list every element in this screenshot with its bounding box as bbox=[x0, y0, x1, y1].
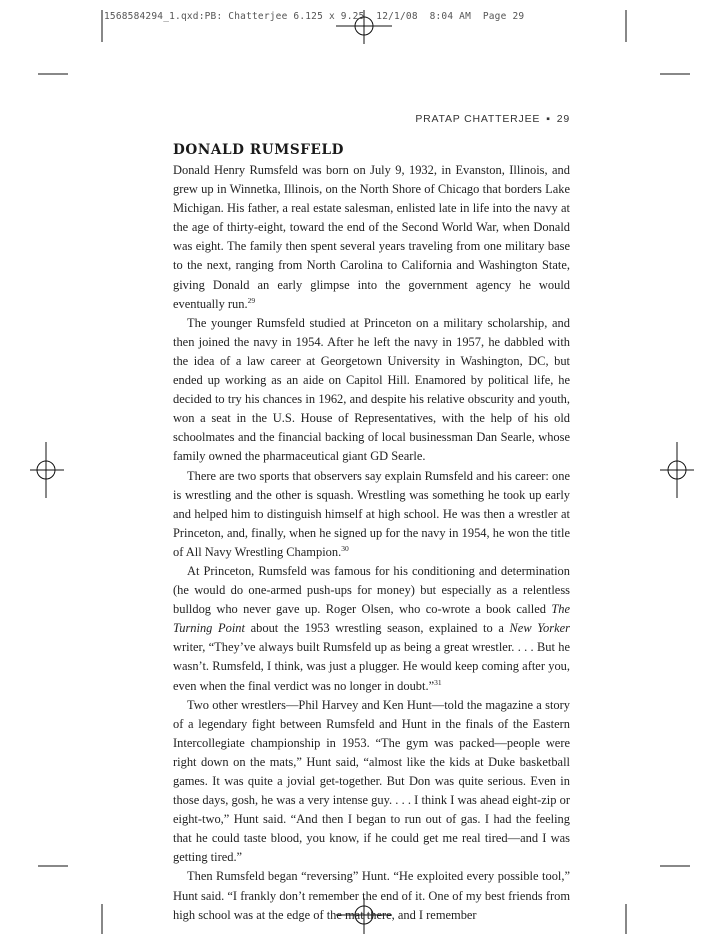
paragraph-4-text-mid: about the 1953 wrestling season, explained to a bbox=[244, 621, 510, 636]
paragraph-5 bbox=[173, 696, 570, 868]
paragraph-2-text: The younger Rumsfeld studied at Princeton on a military scholarship, and then joined the navy in 1954. After he left the navy in 1957, he dabbled with the idea of a law career at Georgetown University in Washington, DC, but ended up working as an aide on Capitol Hill. Enamored by political life, he decided to try his chances in 1962, and despite his relative obscurity and youth, won a seat in the U.S. House of Representatives, with the help of his old schoolmates and the financial backing of local businessman Dan Searle, whose family owned the pharmaceutical giant GD Searle. bbox=[173, 315, 570, 464]
paragraph-2 bbox=[173, 314, 570, 467]
running-head-separator: ▪ bbox=[546, 113, 551, 125]
paragraph-3 bbox=[173, 467, 570, 562]
paragraph-6 bbox=[173, 867, 570, 924]
paragraph-6-text: Then Rumsfeld began “reversing” Hunt. “He exploited every possible tool,” Hunt said. “I frankly don’t remember the end of it. One of my best friends from high school was at the edge of the mat there, and I remember bbox=[173, 869, 570, 922]
registration-mark-right bbox=[660, 442, 694, 498]
paragraph-5-text: Two other wrestlers—Phil Harvey and Ken Hunt—told the magazine a story of a legendary fight between Rumsfeld and Hunt in the finals of the Eastern Intercollegiate championship in 1953. “The gym was packed—people were right down on the mats,” Hunt said, “almost like the kids at Duke basketball games. It was quite a jovial get-together. But Don was quite serious. Even in those days, gosh, he was a very intense guy. . . . I think I was ahead eight-zip or eight-two,” Hunt said. “And then I began to run out of gas. I had the feeling that he could taste blood, you know, if he could get me real tired—and I was getting tired.” bbox=[173, 697, 570, 865]
paragraph-1-text: Donald Henry Rumsfeld was born on July 9, 1932, in Evanston, Illinois, and grew up in Winnetka, Illinois, on the North Shore of Chicago that borders Lake Michigan. His father, a real estate salesman, enlisted late in life into the navy at the age of thirty-eight, toward the end of the Second World War, when Donald was eight. The family then spent several years traveling from one military base to the next, ranging from North Carolina to California and Washington State, giving Donald an early glimpse into the government agency he would eventually run. bbox=[173, 163, 570, 311]
paragraph-4-text-start: At Princeton, Rumsfeld was famous for his conditioning and determination (he would do one-armed push-ups for money) but especially as a relentless bulldog who never gave up. Roger Olsen, who co-wrote a book called bbox=[173, 563, 570, 617]
paragraph-4 bbox=[173, 562, 570, 696]
running-head-author: PRATAP CHATTERJEE bbox=[415, 113, 541, 125]
magazine-title-new-yorker: New Yorker bbox=[509, 621, 570, 636]
printer-slug-line: 1568584294_1.qxd:PB: Chatterjee 6.125 x 9.25 12/1/08 8:04 AM Page 29 bbox=[104, 11, 525, 22]
registration-mark-left bbox=[30, 442, 64, 498]
footnote-ref-31: 31 bbox=[434, 677, 442, 687]
paragraph-3-text: There are two sports that observers say explain Rumsfeld and his career: one is wrestling and the other is squash. Wrestling was something he took up early and helped him to distinguish himself at high school. He was then a wrestler at Princeton, and, finally, when he signed up for the navy in 1954, he won the title of All Navy Wrestling Champion. bbox=[173, 468, 570, 559]
page-number: 29 bbox=[556, 113, 570, 125]
paragraph-4-text-end: writer, “They’ve always built Rumsfeld up as being a great wrestler. . . . But he wasn’t. Rumsfeld, I think, was just a plugger. He would keep coming after you, even when the final verdict was no longer in doubt.” bbox=[173, 640, 570, 693]
body-column bbox=[173, 140, 570, 925]
section-heading: DONALD RUMSFELD bbox=[173, 142, 345, 158]
paragraph-1 bbox=[173, 161, 570, 314]
footnote-ref-29: 29 bbox=[247, 295, 256, 305]
footnote-ref-30: 30 bbox=[341, 543, 349, 553]
running-head bbox=[415, 113, 570, 125]
book-title-turning-point: The Turning Point bbox=[173, 602, 570, 636]
